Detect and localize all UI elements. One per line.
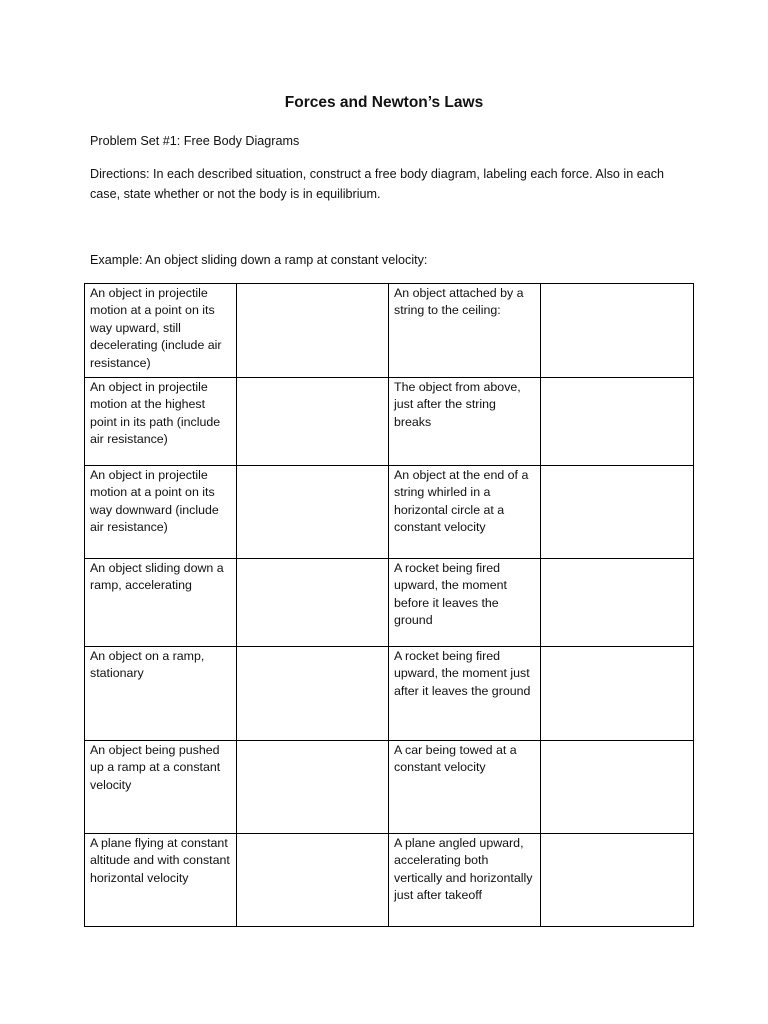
diagram-cell — [237, 378, 389, 466]
situation-cell: An object attached by a string to the ceiling: — [389, 284, 541, 378]
situation-cell: A plane angled upward, accelerating both vertically and horizontally just after takeoff — [389, 834, 541, 927]
table-row — [85, 284, 694, 378]
diagram-cell — [237, 559, 389, 647]
situation-cell: An object at the end of a string whirled in a horizontal circle at a constant velocity — [389, 466, 541, 559]
free-body-diagram-table — [84, 283, 694, 927]
document-title: Forces and Newton’s Laws — [284, 94, 484, 111]
diagram-cell — [541, 647, 694, 741]
situation-cell: A plane flying at constant altitude and with constant horizontal velocity — [85, 834, 237, 927]
situation-cell: A rocket being fired upward, the moment just after it leaves the ground — [389, 647, 541, 741]
situation-cell: A rocket being fired upward, the moment before it leaves the ground — [389, 559, 541, 647]
diagram-cell — [237, 834, 389, 927]
situation-cell: An object sliding down a ramp, accelerating — [85, 559, 237, 647]
table-row — [85, 378, 694, 466]
diagram-cell — [237, 647, 389, 741]
situation-cell: A car being towed at a constant velocity — [389, 741, 541, 834]
example-text: Example: An object sliding down a ramp at constant velocity: — [90, 253, 428, 267]
situation-cell: An object in projectile motion at the highest point in its path (include air resistance) — [85, 378, 237, 466]
situation-cell: An object in projectile motion at a point on its way upward, still decelerating (include air resistance) — [85, 284, 237, 378]
diagram-cell — [541, 466, 694, 559]
table-row — [85, 466, 694, 559]
situation-cell: An object being pushed up a ramp at a constant velocity — [85, 741, 237, 834]
diagram-cell — [541, 559, 694, 647]
diagram-cell — [541, 284, 694, 378]
table-row — [85, 559, 694, 647]
problem-set-heading: Problem Set #1: Free Body Diagrams — [90, 134, 300, 148]
diagram-cell — [237, 284, 389, 378]
situation-cell: An object in projectile motion at a point on its way downward (include air resistance) — [85, 466, 237, 559]
situation-cell: The object from above, just after the string breaks — [389, 378, 541, 466]
directions-text: Directions: In each described situation, construct a free body diagram, labeling each force. Also in each case, state whether or not the body is in equilibrium. — [90, 167, 665, 201]
diagram-cell — [541, 834, 694, 927]
table-row — [85, 741, 694, 834]
table-row — [85, 647, 694, 741]
diagram-cell — [541, 741, 694, 834]
diagram-cell — [237, 741, 389, 834]
situation-cell: An object on a ramp, stationary — [85, 647, 237, 741]
diagram-cell — [541, 378, 694, 466]
table-row — [85, 834, 694, 927]
diagram-cell — [237, 466, 389, 559]
